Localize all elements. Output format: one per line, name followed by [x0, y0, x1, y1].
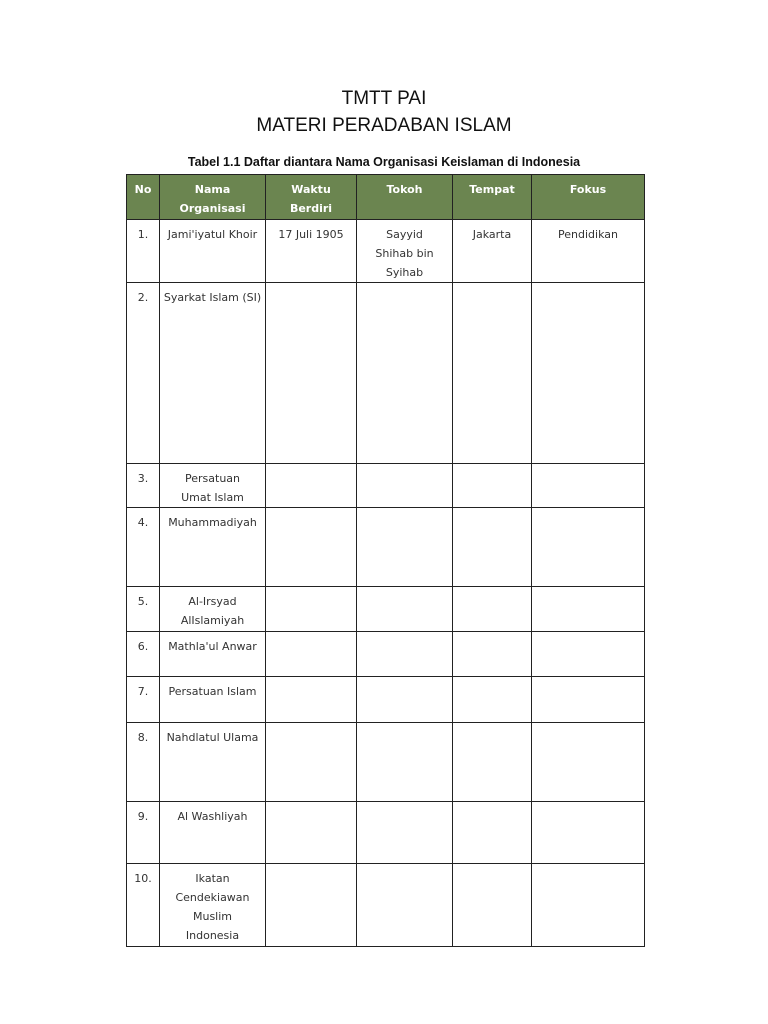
- cell-waktu: [266, 677, 357, 723]
- cell-tempat: [453, 677, 532, 723]
- cell-tokoh: [357, 723, 453, 802]
- header-nama-organisasi: Nama Organisasi: [160, 175, 266, 220]
- header-waktu-berdiri: Waktu Berdiri: [266, 175, 357, 220]
- document-title: TMTT PAI: [341, 88, 427, 109]
- table-row: [127, 723, 645, 802]
- cell-nama: Mathla'ul Anwar: [160, 632, 266, 677]
- cell-fokus: [532, 864, 645, 947]
- cell-no: 9.: [127, 802, 160, 864]
- header-tokoh: Tokoh: [357, 175, 453, 220]
- cell-nama: Persatuan Umat Islam: [160, 464, 266, 508]
- cell-fokus: [532, 508, 645, 587]
- cell-nama: Jami'iyatul Khoir: [160, 220, 266, 283]
- cell-tempat: Jakarta: [453, 220, 532, 283]
- cell-waktu: [266, 464, 357, 508]
- table-row: [127, 220, 645, 283]
- cell-fokus: [532, 723, 645, 802]
- cell-tempat: [453, 464, 532, 508]
- cell-no: 3.: [127, 464, 160, 508]
- cell-waktu: [266, 864, 357, 947]
- organisasi-table: [126, 174, 645, 947]
- cell-tokoh: [357, 632, 453, 677]
- cell-no: 1.: [127, 220, 160, 283]
- header-no: No: [127, 175, 160, 220]
- cell-tempat: [453, 632, 532, 677]
- table-row: [127, 864, 645, 947]
- cell-tokoh: Sayyid Shihab bin Syihab: [357, 220, 453, 283]
- cell-no: 5.: [127, 587, 160, 632]
- table-row: [127, 632, 645, 677]
- cell-nama: Muhammadiyah: [160, 508, 266, 587]
- cell-fokus: [532, 677, 645, 723]
- cell-tempat: [453, 802, 532, 864]
- cell-tempat: [453, 587, 532, 632]
- header-fokus: Fokus: [532, 175, 645, 220]
- cell-tokoh: [357, 802, 453, 864]
- cell-tokoh: [357, 283, 453, 464]
- cell-tokoh: [357, 587, 453, 632]
- table-row: [127, 283, 645, 464]
- cell-no: 6.: [127, 632, 160, 677]
- cell-no: 10.: [127, 864, 160, 947]
- cell-waktu: [266, 632, 357, 677]
- cell-waktu: [266, 723, 357, 802]
- cell-waktu: [266, 508, 357, 587]
- document-subtitle: MATERI PERADABAN ISLAM: [256, 115, 512, 136]
- header-tempat: Tempat: [453, 175, 532, 220]
- cell-tempat: [453, 723, 532, 802]
- cell-fokus: [532, 587, 645, 632]
- table-row: [127, 587, 645, 632]
- cell-nama: Syarkat Islam (SI): [160, 283, 266, 464]
- cell-waktu: [266, 587, 357, 632]
- cell-fokus: [532, 632, 645, 677]
- cell-waktu: [266, 283, 357, 464]
- cell-fokus: [532, 283, 645, 464]
- table-caption: Tabel 1.1 Daftar diantara Nama Organisasi Keislaman di Indonesia: [187, 155, 581, 169]
- cell-nama: Ikatan Cendekiawan Muslim Indonesia: [160, 864, 266, 947]
- cell-nama: Al-Irsyad AlIslamiyah: [160, 587, 266, 632]
- cell-no: 7.: [127, 677, 160, 723]
- cell-waktu: [266, 802, 357, 864]
- cell-tokoh: [357, 508, 453, 587]
- cell-tempat: [453, 508, 532, 587]
- cell-fokus: [532, 464, 645, 508]
- cell-fokus: [532, 802, 645, 864]
- cell-fokus: Pendidikan: [532, 220, 645, 283]
- table-row: [127, 802, 645, 864]
- cell-nama: Persatuan Islam: [160, 677, 266, 723]
- cell-tokoh: [357, 464, 453, 508]
- table-row: [127, 508, 645, 587]
- cell-nama: Al Washliyah: [160, 802, 266, 864]
- cell-nama: Nahdlatul Ulama: [160, 723, 266, 802]
- cell-no: 8.: [127, 723, 160, 802]
- cell-no: 4.: [127, 508, 160, 587]
- cell-waktu: 17 Juli 1905: [266, 220, 357, 283]
- cell-no: 2.: [127, 283, 160, 464]
- table-row: [127, 677, 645, 723]
- cell-tokoh: [357, 677, 453, 723]
- cell-tempat: [453, 864, 532, 947]
- table-header-row: [127, 175, 645, 220]
- table-row: [127, 464, 645, 508]
- cell-tempat: [453, 283, 532, 464]
- cell-tokoh: [357, 864, 453, 947]
